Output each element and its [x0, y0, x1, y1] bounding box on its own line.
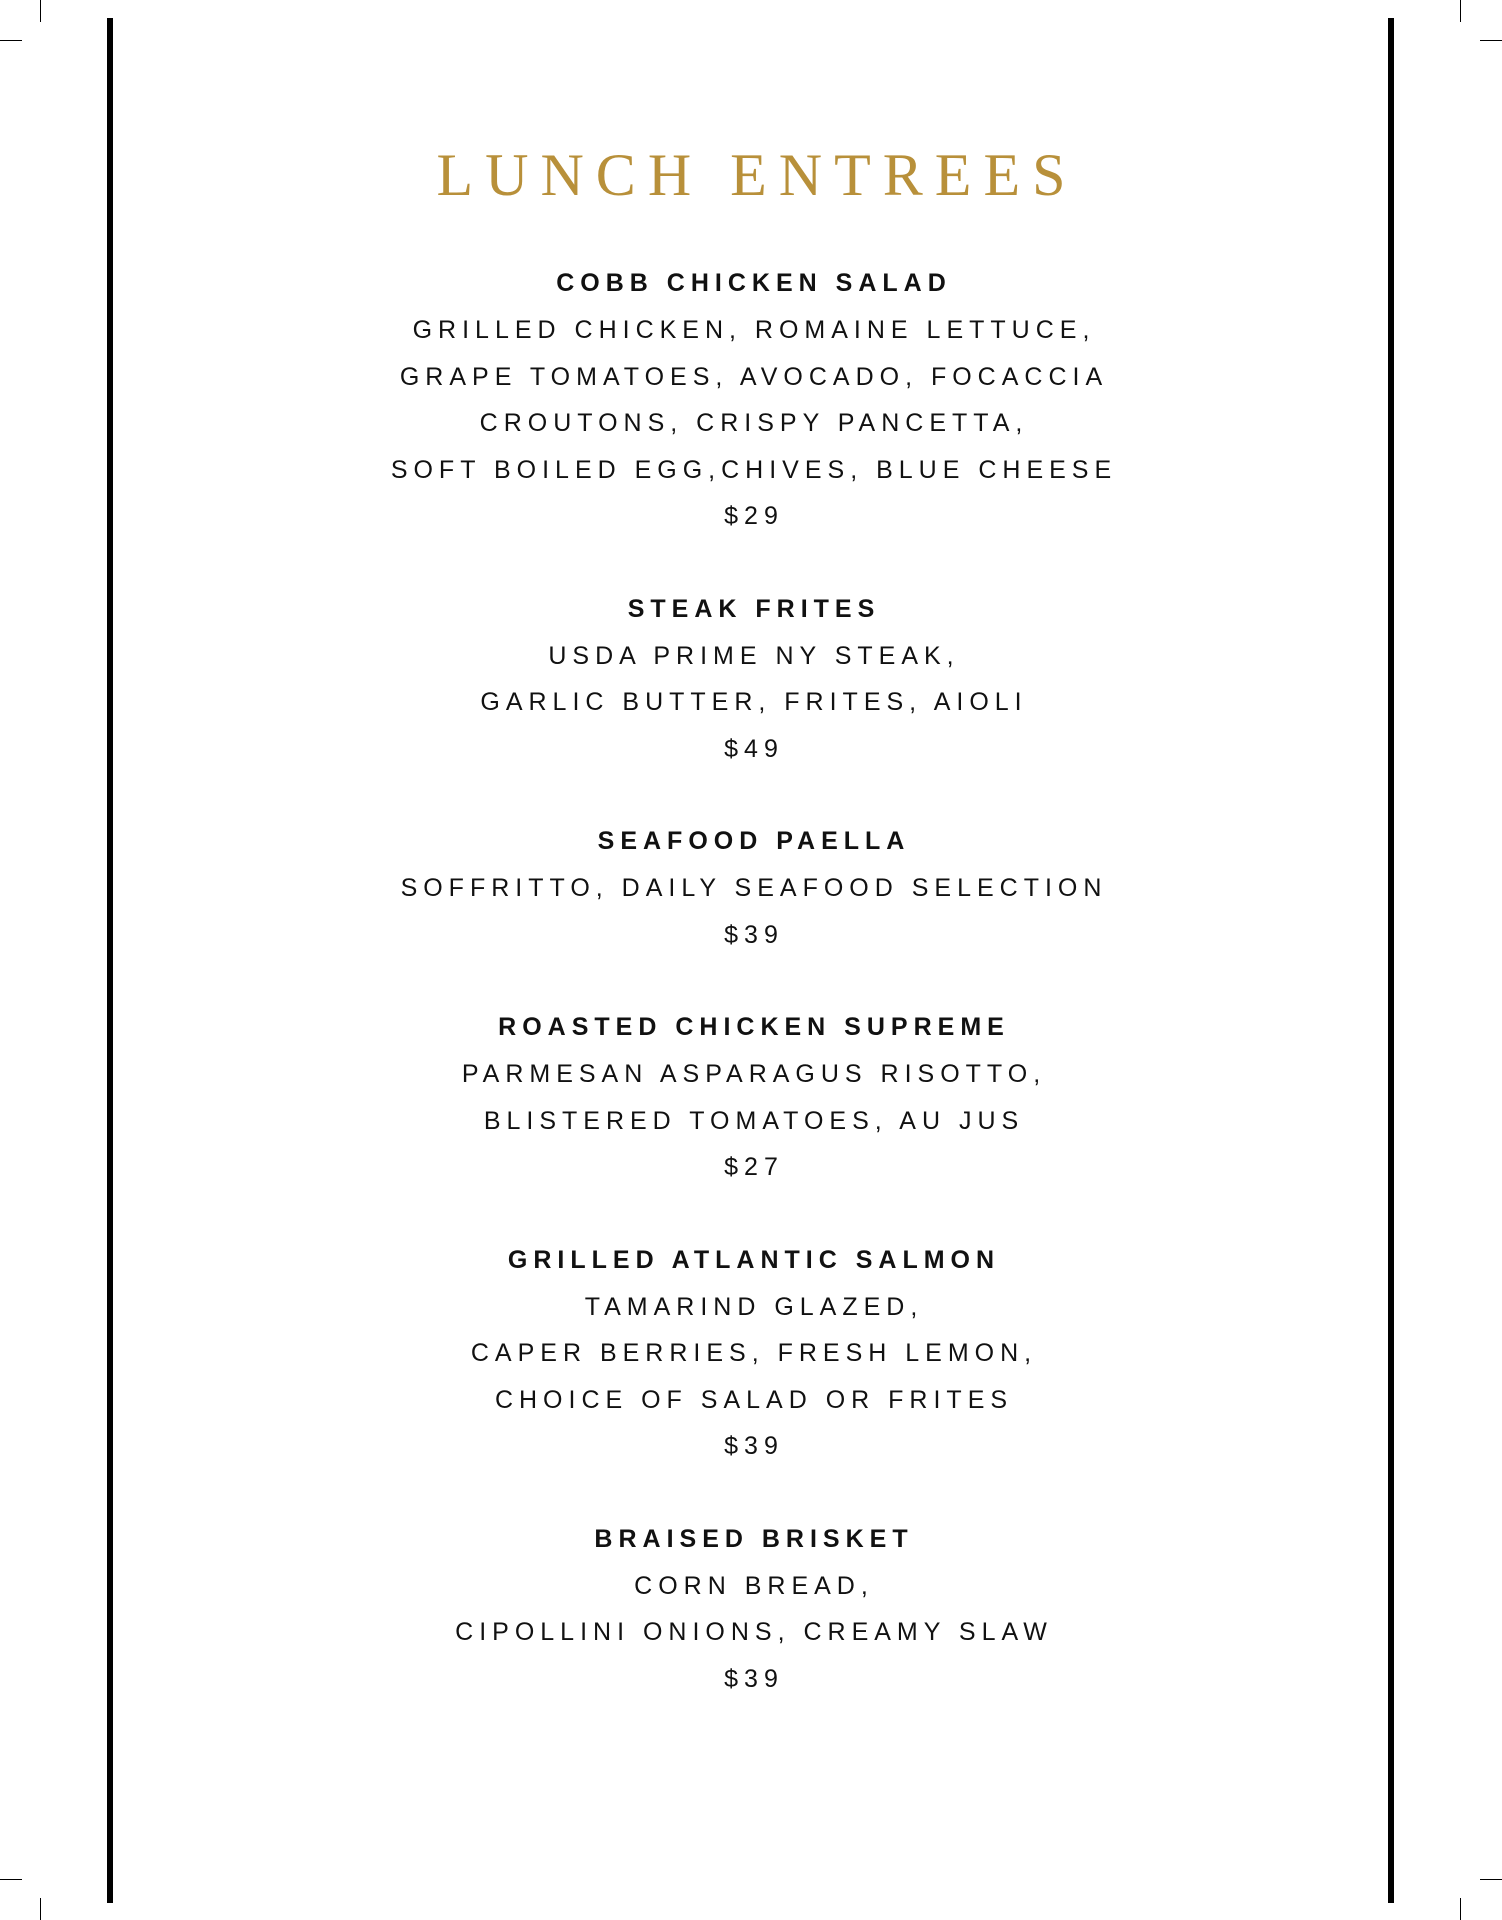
menu-item-description-line: USDA PRIME NY STEAK,	[548, 641, 960, 670]
menu-item-name: STEAK FRITES	[627, 594, 881, 623]
menu-item-price: $39	[724, 920, 784, 949]
menu-item	[114, 260, 1388, 540]
menu-item	[114, 818, 1388, 958]
menu-item-description-line: BLISTERED TOMATOES, AU JUS	[483, 1106, 1025, 1135]
menu-item-price: $49	[724, 734, 784, 763]
menu-item-description-line: CORN BREAD,	[634, 1571, 874, 1600]
crop-mark	[0, 1879, 22, 1880]
menu-item-name: GRILLED ATLANTIC SALMON	[507, 1245, 1001, 1274]
menu-item-description-line: SOFFRITTO, DAILY SEAFOOD SELECTION	[400, 874, 1108, 902]
menu-item	[114, 1516, 1388, 1703]
menu-item-description-line: CROUTONS, CRISPY PANCETTA,	[479, 409, 1029, 437]
crop-mark	[1480, 40, 1502, 41]
menu-item	[114, 1004, 1388, 1191]
crop-mark	[1460, 1898, 1461, 1920]
menu-item-description-line: GRILLED CHICKEN, ROMAINE LETTUCE,	[412, 316, 1096, 344]
menu-item-description-line: CAPER BERRIES, FRESH LEMON,	[470, 1339, 1038, 1367]
crop-mark	[1480, 1879, 1502, 1880]
menu-item	[114, 586, 1388, 773]
menu-item-description-line: SOFT BOILED EGG,CHIVES, BLUE CHEESE	[390, 455, 1118, 484]
menu-item-name: SEAFOOD PAELLA	[597, 827, 911, 855]
menu-items	[114, 260, 1388, 1748]
menu-item-price: $39	[724, 1432, 784, 1460]
crop-mark	[40, 0, 41, 22]
menu-item-price: $39	[724, 1664, 784, 1693]
left-border-rule	[107, 18, 113, 1903]
crop-mark	[1460, 0, 1461, 22]
menu-item-price: $27	[724, 1153, 784, 1181]
menu-item-name: ROASTED CHICKEN SUPREME	[498, 1013, 1010, 1041]
menu-item-description-line: GARLIC BUTTER, FRITES, AIOLI	[480, 688, 1028, 716]
menu-item-price: $29	[724, 502, 784, 530]
crop-mark	[0, 40, 22, 41]
menu-item-name: COBB CHICKEN SALAD	[556, 269, 952, 297]
menu-title: LUNCH ENTREES	[436, 142, 1078, 208]
menu-item-description-line: TAMARIND GLAZED,	[584, 1292, 924, 1321]
right-border-rule	[1388, 18, 1394, 1903]
menu-item-name: BRAISED BRISKET	[594, 1524, 914, 1553]
menu-item-description-line: GRAPE TOMATOES, AVOCADO, FOCACCIA	[399, 362, 1109, 391]
menu-item	[114, 1237, 1388, 1470]
menu-item-description-line: CIPOLLINI ONIONS, CREAMY SLAW	[455, 1618, 1053, 1646]
crop-mark	[40, 1898, 41, 1920]
menu-item-description-line: PARMESAN ASPARAGUS RISOTTO,	[461, 1060, 1047, 1088]
menu-item-description-line: CHOICE OF SALAD OR FRITES	[494, 1385, 1014, 1414]
